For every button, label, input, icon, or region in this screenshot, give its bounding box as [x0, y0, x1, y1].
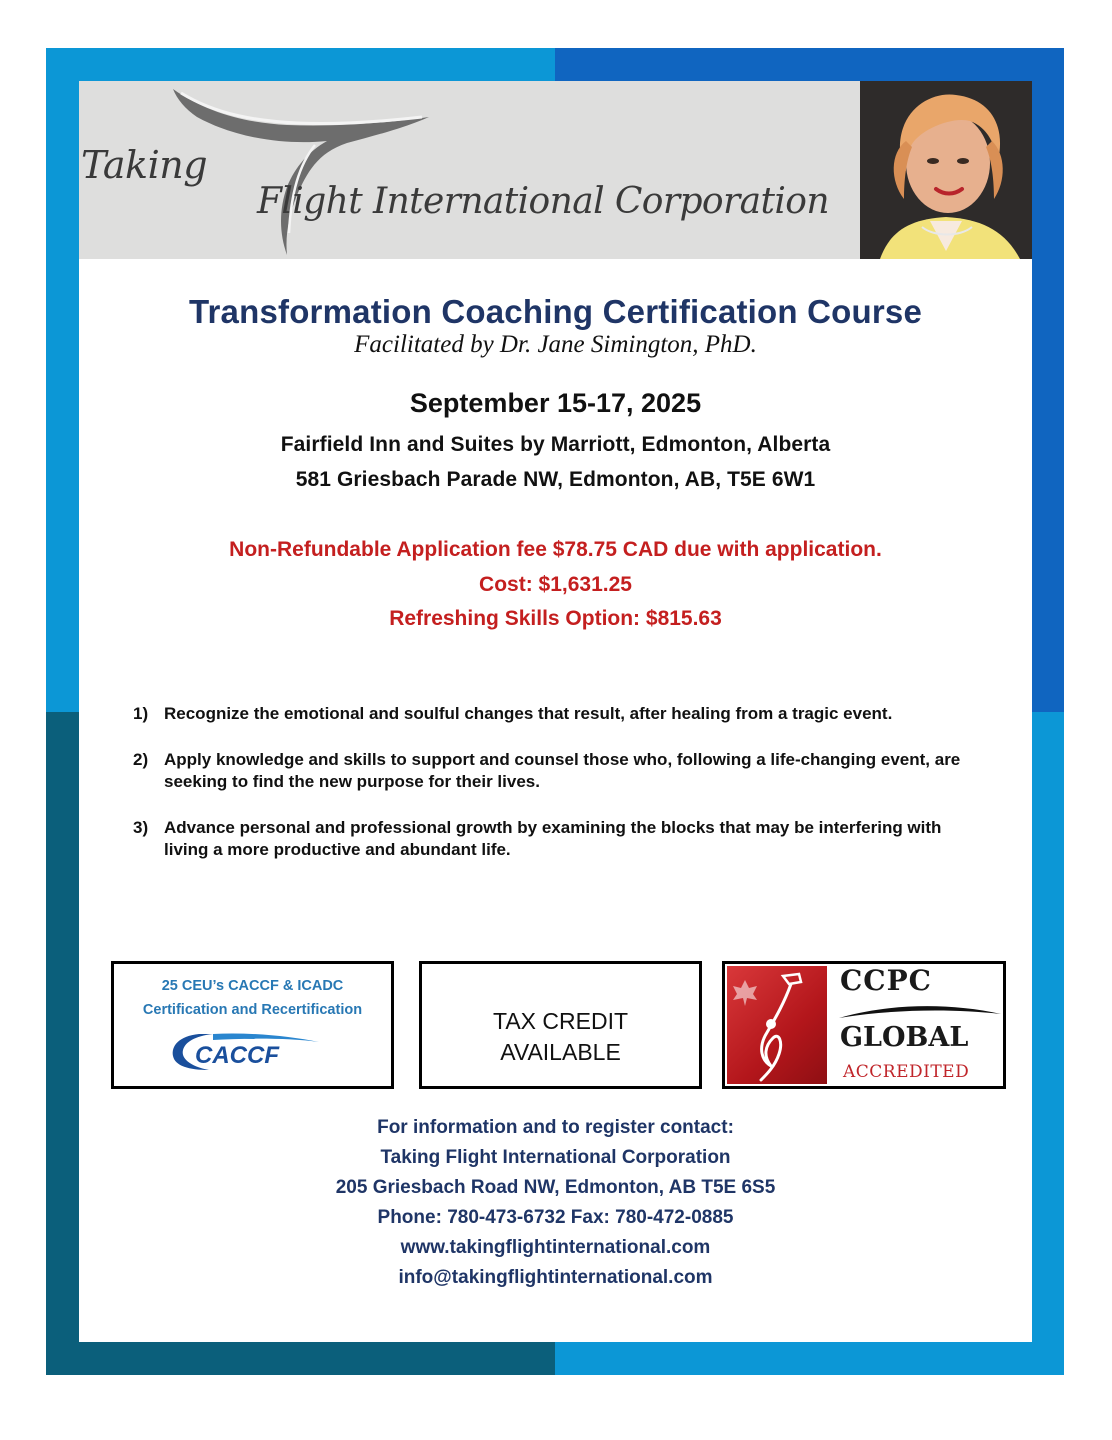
ccpc-badge [722, 961, 1006, 1089]
tax-credit-badge [419, 961, 702, 1089]
website-link[interactable]: www.takingflightinternational.com [400, 1237, 711, 1258]
list-item-number: 1) [133, 704, 149, 723]
facilitator-line: Facilitated by Dr. Jane Simington, PhD. [354, 331, 757, 358]
ceu-badge [111, 961, 394, 1089]
application-fee: Non-Refundable Application fee $78.75 CAD due with application. [229, 538, 882, 561]
portrait-image-icon [860, 81, 1032, 259]
ceu-line-2: Certification and Recertification [142, 1002, 363, 1018]
contact-address: 205 Griesbach Road NW, Edmonton, AB T5E 6S5 [335, 1177, 776, 1198]
svg-text:CACCF: CACCF [195, 1042, 279, 1069]
course-title: Transformation Coaching Certification Course [188, 293, 923, 330]
contact-phone: Phone: 780-473-6732 Fax: 780-472-0885 [377, 1207, 734, 1228]
header-banner [79, 81, 1032, 259]
list-item-number: 3) [133, 818, 149, 837]
ccpc-title: CCPC [840, 964, 932, 997]
logo-word-taking: Taking [81, 143, 208, 187]
list-item [133, 703, 973, 725]
tax-credit-line-1: TAX CREDIT [492, 1008, 629, 1034]
contact-organization: Taking Flight International Corporation [380, 1147, 731, 1168]
objectives-list [133, 703, 973, 885]
list-item-number: 2) [133, 750, 149, 769]
ccpc-accredited: ACCREDITED [843, 1062, 970, 1082]
ccpc-swoosh-icon [837, 1000, 1003, 1022]
course-dates: September 15-17, 2025 [409, 388, 702, 418]
list-item-text: Advance personal and professional growth by examining the blocks that may be interfering with living a more productive and abundant life. [164, 818, 942, 859]
facilitator-portrait [860, 81, 1032, 259]
list-item-text: Apply knowledge and skills to support and counsel those who, following a life-changing event, are seeking to find the new purpose for their lives. [164, 750, 961, 791]
ccpc-emblem [727, 966, 827, 1084]
contact-heading: For information and to register contact: [377, 1117, 734, 1138]
swoosh-logo-icon [167, 83, 437, 258]
list-item-text: Recognize the emotional and soulful changes that result, after healing from a tragic event. [164, 704, 893, 723]
course-cost: Cost: $1,631.25 [479, 573, 632, 596]
email-link[interactable]: info@takingflightinternational.com [398, 1267, 713, 1288]
list-item [133, 749, 973, 793]
logo-word-company: Flight International Corporation [257, 181, 829, 222]
ceu-line-1: 25 CEU’s CACCF & ICADC [161, 978, 344, 994]
tax-credit-line-2: AVAILABLE [500, 1039, 621, 1065]
flyer-sheet [79, 81, 1032, 1342]
list-item [133, 817, 973, 861]
caccf-logo-icon [169, 1030, 329, 1072]
ccpc-figure-icon [727, 966, 827, 1084]
refresh-option-cost: Refreshing Skills Option: $815.63 [389, 607, 722, 630]
tax-credit-text [422, 1006, 699, 1068]
ccpc-global: GLOBAL [840, 1022, 969, 1053]
venue-address: 581 Griesbach Parade NW, Edmonton, AB, T5E 6W1 [295, 468, 816, 491]
venue-name: Fairfield Inn and Suites by Marriott, Edmonton, Alberta [280, 433, 831, 456]
